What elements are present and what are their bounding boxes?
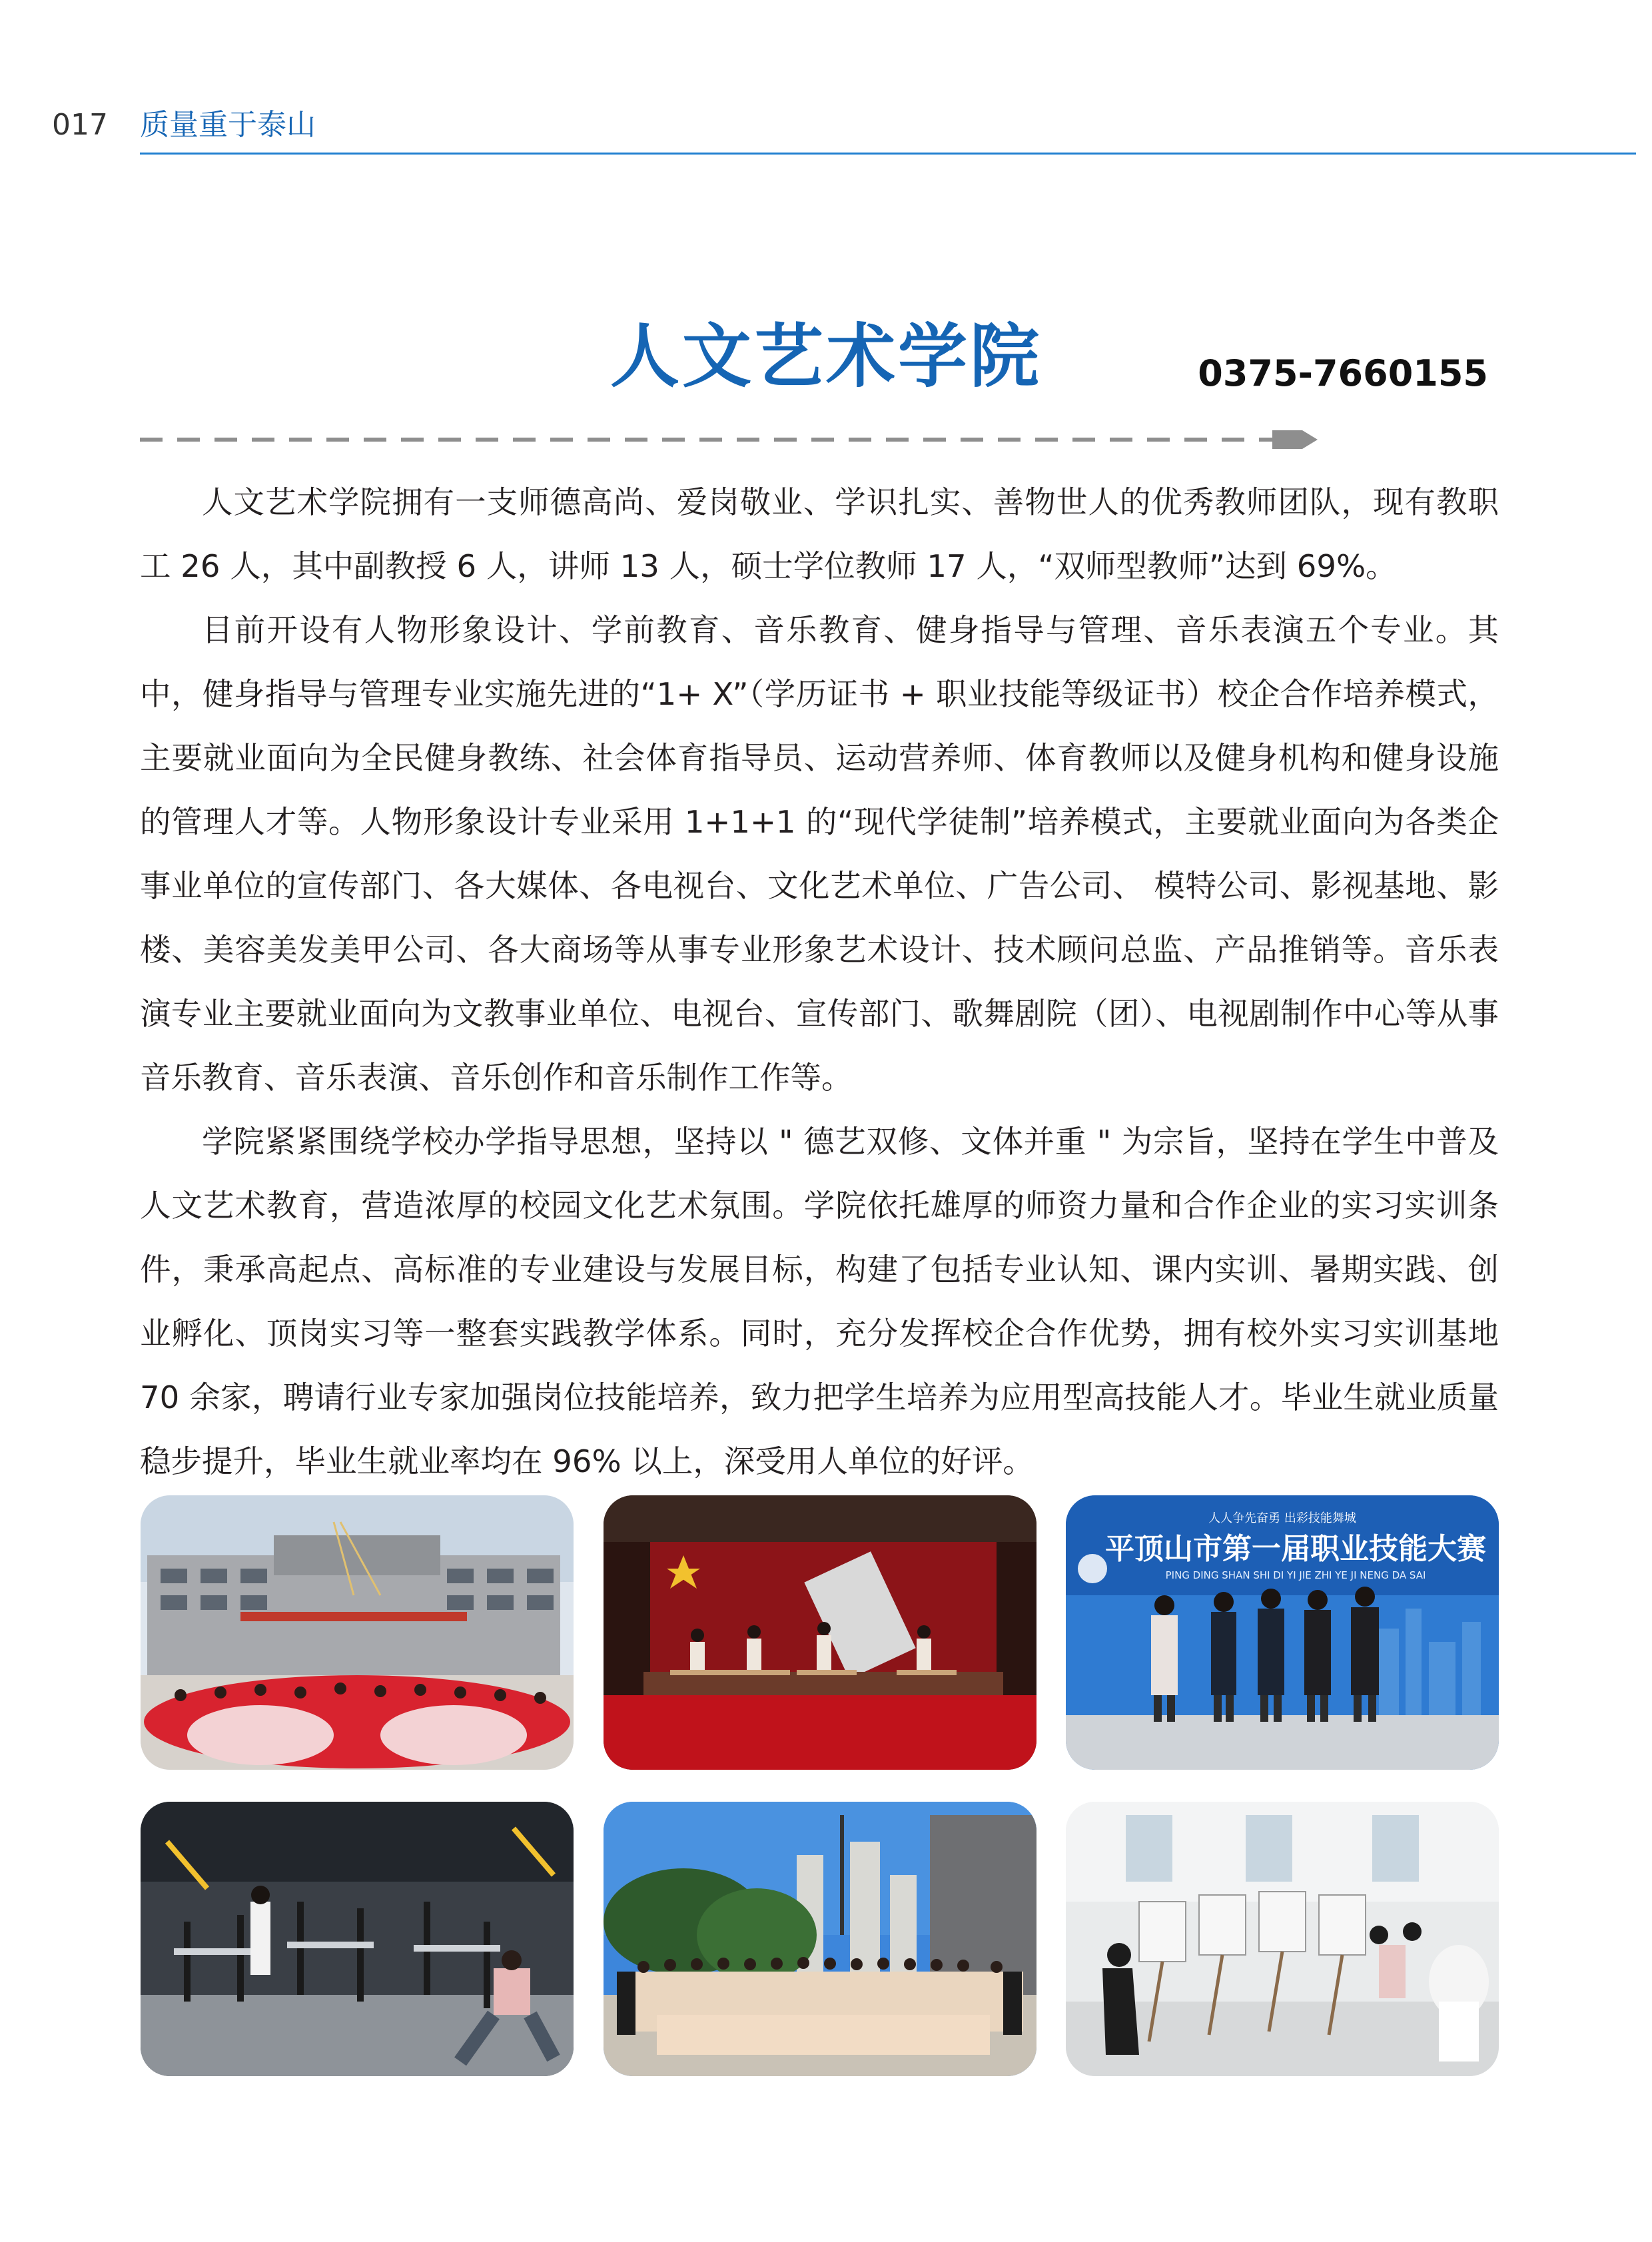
body-text — [140, 470, 1499, 1493]
page-number: 017 — [52, 108, 108, 142]
contest-banner-small: 人人争先奋勇 出彩技能舞城 — [1208, 1511, 1356, 1525]
photo-skills-contest — [1066, 1495, 1499, 1770]
phone-number: 0375-7660155 — [1198, 352, 1488, 394]
photo-sketch-studio — [1066, 1802, 1499, 2076]
paragraph-majors: 目前开设有人物形象设计、学前教育、音乐教育、健身指导与管理、音乐表演五个专业。其中，健身指导与管理专业实施先进的“1+ X”（学历证书 + 职业技能等级证书）校企合作培养模式，主要就业面向为全民健身教练、社会体育指导员、运动营养师、体育教师以及健身机构和健身设施的管理人才等。人物形象设计专业采用 1+1+1 的“现代学徒制”培养模式，主要就业面向为各类企事业单位的宣传部门、各大媒体、各电视台、文化艺术单位、广告公司、 模特公司、影视基地、影楼、美容美发美甲公司、各大商场等从事专业形象艺术设计、技术顾问总监、产品推销等。音乐表演专业主要就业面向为文教事业单位、电视台、宣传部门、歌舞剧院（团）、电视剧制作中心等从事音乐教育、音乐表演、音乐创作和音乐制作工作等。 — [140, 612, 1499, 1096]
photo-outdoor-group — [604, 1802, 1036, 2076]
paragraph-philosophy: 学院紧紧围绕学校办学指导思想，坚持以 " 德艺双修、文体并重 " 为宗旨，坚持在学生中普及人文艺术教育，营造浓厚的校园文化艺术氛围。学院依托雄厚的师资力量和合作企业的实习实训条件，秉承高起点、高标准的专业建设与发展目标，构建了包括专业认知、课内实训、暑期实践、创业孵化、顶岗实习等一整套实践教学体系。同时，充分发挥校企合作优势，拥有校外实习实训基地 70 余家，聘请行业专家加强岗位技能培养，致力把学生培养为应用型高技能人才。毕业生就业质量稳步提升，毕业生就业率均在 96% 以上，深受用人单位的好评。 — [140, 1124, 1499, 1479]
photo-building-performance — [141, 1495, 574, 1770]
contest-banner-pinyin: PING DING SHAN SHI DI YI JIE ZHI YE JI NENG DA SAI — [1165, 1569, 1426, 1581]
arrow-right-icon — [1272, 430, 1318, 449]
page-title: 人文艺术学院 — [610, 316, 1042, 397]
photo-gym-training — [141, 1802, 574, 2076]
photo-stage-guzheng — [604, 1495, 1036, 1770]
section-title: 质量重于泰山 — [140, 108, 316, 142]
header-rule — [140, 153, 1636, 155]
dashed-arrow-divider — [140, 426, 1319, 453]
paragraph-faculty: 人文艺术学院拥有一支师德高尚、爱岗敬业、学识扎实、善物世人的优秀教师团队，现有教职工 26 人，其中副教授 6 人，讲师 13 人，硕士学位教师 17 人，“双师型教师”达到 69%。 — [140, 484, 1499, 584]
contest-banner-main: 平顶山市第一届职业技能大赛 — [1105, 1532, 1486, 1566]
